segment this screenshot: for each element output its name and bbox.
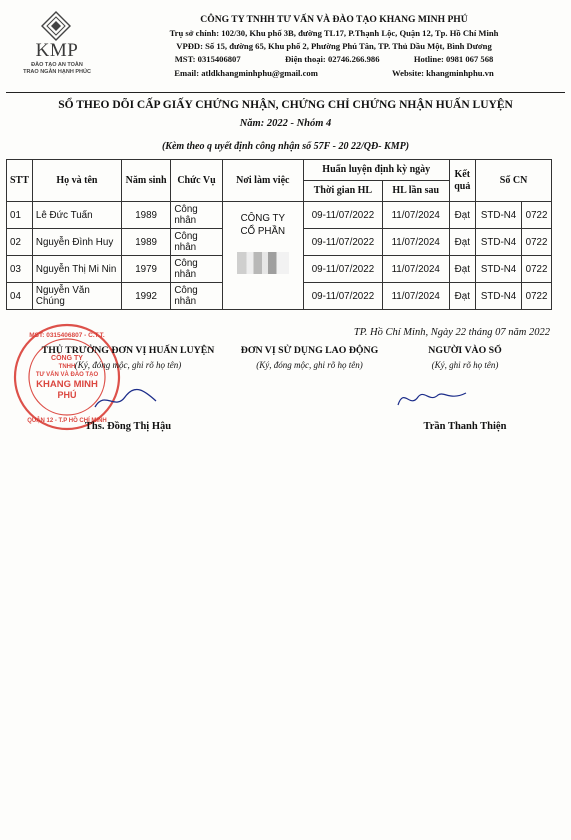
- cell-cert-code: STD-N4: [476, 283, 522, 310]
- cell-result: Đạt: [449, 283, 476, 310]
- header-position: Chức Vụ: [171, 160, 222, 202]
- table-row: [7, 202, 552, 229]
- tax-code: MST: 0315406807: [174, 54, 241, 64]
- svg-text:PHÚ: PHÚ: [57, 390, 77, 400]
- cell-position: Công nhân: [171, 283, 222, 310]
- redacted-blur: [237, 252, 289, 274]
- cell-birth-year: 1989: [121, 202, 170, 229]
- email: Email: atldkhangminhphu@gmail.com: [174, 68, 318, 78]
- document-subtitle: Năm: 2022 - Nhóm 4: [239, 118, 332, 129]
- left-signature-title: THỦ TRƯỞNG ĐƠN VỊ HUẤN LUYỆN: [41, 345, 215, 356]
- cell-position: Công nhân: [171, 202, 222, 229]
- cell-stt: 04: [7, 283, 33, 310]
- cell-name: Nguyễn Thị Mi Nin: [32, 256, 121, 283]
- header-birth-year: Năm sinh: [121, 160, 170, 202]
- workplace-line-1: CÔNG TY: [240, 213, 286, 224]
- phone: Điện thoại: 02746.266.986: [284, 54, 380, 64]
- header-next-training: HL lần sau: [382, 181, 449, 202]
- cell-next-training: 11/07/2024: [382, 283, 449, 310]
- cell-cert-num: 0722: [522, 256, 552, 283]
- rep-office-address: VPĐD: Số 15, đường 65, Khu phố 2, Phường Phú Tân, TP. Thủ Dầu Một, Bình Dương: [176, 41, 492, 51]
- cell-cert-code: STD-N4: [476, 229, 522, 256]
- cell-next-training: 11/07/2024: [382, 229, 449, 256]
- website: Website: khangminhphu.vn: [392, 68, 494, 78]
- cell-result: Đạt: [449, 202, 476, 229]
- kmp-logo-icon: [40, 10, 72, 42]
- cell-name: Nguyễn Văn Chúng: [32, 283, 121, 310]
- cell-cert-code: STD-N4: [476, 202, 522, 229]
- header-training: Huấn luyện định kỳ ngày: [303, 160, 449, 181]
- logo-slogan: ĐÀO TẠO AN TOÀN TRAO NGÀN HẠNH PHÚC: [23, 62, 91, 75]
- company-logo: [14, 8, 100, 88]
- place-date: TP. Hồ Chí Minh, Ngày 22 tháng 07 năm 2022: [353, 327, 550, 338]
- decision-reference: (Kèm theo q uyết định công nhận số 57F - 20 22/QĐ- KMP): [161, 141, 410, 152]
- cell-position: Công nhân: [171, 229, 222, 256]
- right-signature-note: (Ký, ghi rõ họ tên): [431, 360, 499, 370]
- cell-workplace: [222, 202, 303, 310]
- cell-position: Công nhân: [171, 256, 222, 283]
- contact-line: [104, 53, 564, 66]
- document-title: SỔ THEO DÕI CẤP GIẤY CHỨNG NHẬN, CHỨNG CHỈ CHỨNG NHẬN HUẤN LUYỆN: [58, 99, 513, 111]
- header-training-time: Thời gian HL: [303, 181, 382, 202]
- middle-signature-title: ĐƠN VỊ SỬ DỤNG LAO ĐỘNG: [240, 345, 379, 356]
- right-signer-name: Trần Thanh Thiện: [423, 421, 507, 432]
- cell-stt: 02: [7, 229, 33, 256]
- head-office-address: Trụ sở chính: 102/30, Khu phố 3B, đường TL17, P.Thạnh Lộc, Quận 12, Tp. Hồ Chí Minh: [169, 28, 499, 38]
- header-result: Kết quả: [449, 160, 476, 202]
- left-signature-note: (Ký, đóng mộc, ghi rõ họ tên): [74, 360, 182, 370]
- cell-cert-num: 0722: [522, 202, 552, 229]
- cell-training-time: 09-11/07/2022: [303, 202, 382, 229]
- header-cert-no: Số CN: [476, 160, 552, 202]
- cell-cert-num: 0722: [522, 229, 552, 256]
- cell-cert-num: 0722: [522, 283, 552, 310]
- company-name: CÔNG TY TNHH TƯ VẤN VÀ ĐÀO TẠO KHANG MINH PHÚ: [200, 14, 468, 25]
- svg-text:TNHH: TNHH: [58, 364, 76, 370]
- left-signer-name: Ths. Đồng Thị Hậu: [84, 421, 172, 432]
- cell-stt: 01: [7, 202, 33, 229]
- cell-birth-year: 1992: [121, 283, 170, 310]
- header-divider: [6, 92, 565, 93]
- workplace-line-2: CỔ PHẦN: [240, 226, 286, 237]
- cell-training-time: 09-11/07/2022: [303, 256, 382, 283]
- svg-text:TƯ VẤN VÀ ĐÀO TẠO: TƯ VẤN VÀ ĐÀO TẠO: [35, 372, 99, 378]
- cell-training-time: 09-11/07/2022: [303, 229, 382, 256]
- cell-cert-code: STD-N4: [476, 256, 522, 283]
- header-workplace: Nơi làm việc: [222, 160, 303, 202]
- right-handwritten-signature: [392, 383, 472, 413]
- certificate-table: [6, 159, 552, 310]
- svg-text:QUẬN 12 - T.P HỒ CHÍ MINH: QUẬN 12 - T.P HỒ CHÍ MINH: [27, 418, 107, 424]
- cell-training-time: 09-11/07/2022: [303, 283, 382, 310]
- cell-birth-year: 1989: [121, 229, 170, 256]
- cell-result: Đạt: [449, 256, 476, 283]
- cell-name: Nguyễn Đình Huy: [32, 229, 121, 256]
- svg-text:CÔNG TY: CÔNG TY: [51, 355, 83, 362]
- svg-text:MST: 0315406807 - C.T.T.: MST: 0315406807 - C.T.T.: [29, 332, 105, 339]
- cell-birth-year: 1979: [121, 256, 170, 283]
- header-stt: STT: [7, 160, 33, 202]
- company-stamp: [12, 322, 122, 432]
- cell-stt: 03: [7, 256, 33, 283]
- middle-signature-note: (Ký, đóng mộc, ghi rõ họ tên): [256, 360, 363, 370]
- cell-name: Lê Đức Tuấn: [32, 202, 121, 229]
- hotline: Hotline: 0981 067 568: [413, 54, 494, 64]
- cell-next-training: 11/07/2024: [382, 256, 449, 283]
- cell-next-training: 11/07/2024: [382, 202, 449, 229]
- svg-text:KHANG MINH: KHANG MINH: [36, 379, 98, 390]
- email-line: [104, 67, 564, 80]
- header-name: Họ và tên: [32, 160, 121, 202]
- logo-text: KMP: [35, 40, 79, 61]
- left-handwritten-signature: [90, 385, 160, 415]
- right-signature-title: NGƯỜI VÀO SỔ: [428, 345, 502, 356]
- cell-result: Đạt: [449, 229, 476, 256]
- table-header-row: [7, 160, 552, 181]
